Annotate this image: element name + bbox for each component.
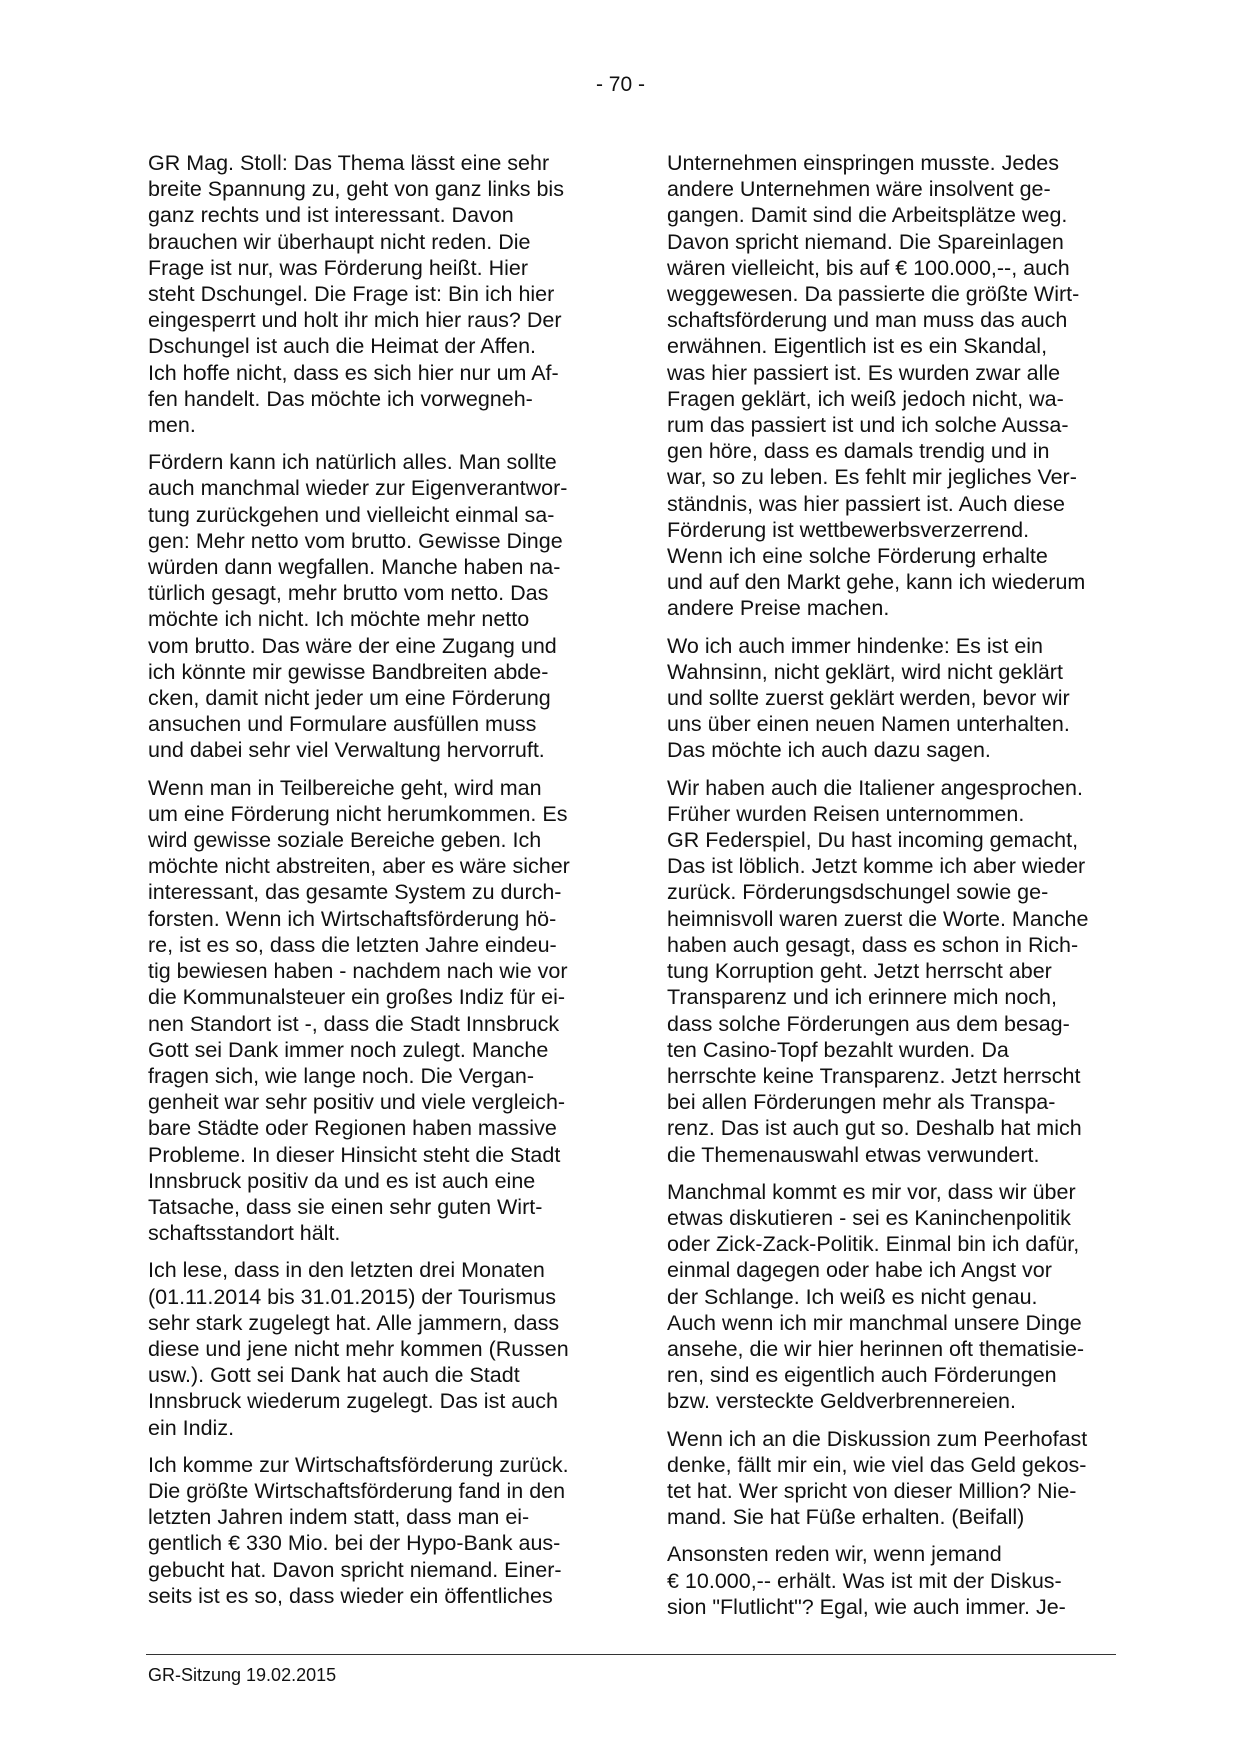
- paragraph: [667, 150, 1119, 622]
- paragraph: [667, 1541, 1119, 1620]
- paragraph: [148, 150, 600, 438]
- text-line: und sollte zuerst geklärt werden, bevor wir: [667, 686, 1070, 711]
- text-line: möchte ich nicht. Ich möchte mehr netto: [148, 607, 530, 632]
- text-line: türlich gesagt, mehr brutto vom netto. Das: [148, 581, 549, 606]
- text-line: möchte nicht abstreiten, aber es wäre sicher: [148, 854, 570, 879]
- text-line: einmal dagegen oder habe ich Angst vor: [667, 1258, 1052, 1283]
- text-line: Fragen geklärt, ich weiß jedoch nicht, wa-: [667, 386, 1064, 411]
- text-line: und dabei sehr viel Verwaltung hervorruft.: [148, 738, 545, 763]
- text-line: eingesperrt und holt ihr mich hier raus? Der: [148, 308, 562, 333]
- text-line: etwas diskutieren - sei es Kaninchenpolitik: [667, 1205, 1071, 1230]
- text-line: um eine Förderung nicht herumkommen. Es: [148, 801, 568, 826]
- text-line: der Schlange. Ich weiß es nicht genau.: [667, 1284, 1038, 1309]
- text-line: Wenn ich eine solche Förderung erhalte: [667, 544, 1048, 569]
- text-line: € 10.000,-- erhält. Was ist mit der Diskus-: [667, 1568, 1062, 1593]
- text-line: genheit war sehr positiv und viele vergleich-: [148, 1090, 566, 1115]
- text-line: sehr stark zugelegt hat. Alle jammern, dass: [148, 1310, 560, 1335]
- text-line: Wenn ich an die Diskussion zum Peerhofast: [667, 1426, 1088, 1451]
- text-line: tung Korruption geht. Jetzt herrscht aber: [667, 959, 1052, 984]
- text-line: Dschungel ist auch die Heimat der Affen.: [148, 334, 537, 359]
- text-line: Ansonsten reden wir, wenn jemand: [667, 1542, 1002, 1567]
- text-line: Ich lese, dass in den letzten drei Monaten: [148, 1258, 545, 1283]
- text-line: Unternehmen einspringen musste. Jedes: [667, 151, 1059, 175]
- text-line: Innsbruck wiederum zugelegt. Das ist auch: [148, 1389, 558, 1414]
- text-line: Auch wenn ich mir manchmal unsere Dinge: [667, 1310, 1082, 1335]
- text-line: cken, damit nicht jeder um eine Förderung: [148, 686, 551, 711]
- paragraph: [148, 1452, 600, 1609]
- text-line: ich könnte mir gewisse Bandbreiten abde-: [148, 659, 549, 684]
- text-line: Früher wurden Reisen unternommen.: [667, 801, 1025, 826]
- text-line: heimnisvoll waren zuerst die Worte. Manche: [667, 906, 1089, 931]
- text-line: wären vielleicht, bis auf € 100.000,--, auch: [667, 255, 1070, 280]
- right-column: [667, 150, 1119, 1631]
- text-line: usw.). Gott sei Dank hat auch die Stadt: [148, 1363, 520, 1388]
- text-line: ansuchen und Formulare ausfüllen muss: [148, 712, 537, 737]
- text-line: ganz rechts und ist interessant. Davon: [148, 203, 514, 228]
- paragraph: [667, 1426, 1119, 1531]
- text-line: diese und jene nicht mehr kommen (Russen: [148, 1336, 569, 1361]
- text-line: breite Spannung zu, geht von ganz links bis: [148, 177, 564, 202]
- text-line: die Kommunalsteuer ein großes Indiz für ei-: [148, 985, 566, 1010]
- text-line: Fördern kann ich natürlich alles. Man sollte: [148, 450, 557, 475]
- text-line: gebucht hat. Davon spricht niemand. Einer-: [148, 1557, 562, 1582]
- text-line: fen handelt. Das möchte ich vorwegneh-: [148, 386, 533, 411]
- text-line: Das ist löblich. Jetzt komme ich aber wieder: [667, 854, 1086, 879]
- text-line: Transparenz und ich erinnere mich noch,: [667, 985, 1057, 1010]
- text-line: tig bewiesen haben - nachdem nach wie vor: [148, 959, 568, 984]
- page-number: - 70 -: [595, 73, 645, 96]
- text-line: die Themenauswahl etwas verwundert.: [667, 1142, 1040, 1167]
- text-line: gen: Mehr netto vom brutto. Gewisse Dinge: [148, 528, 563, 553]
- text-line: Gott sei Dank immer noch zulegt. Manche: [148, 1037, 549, 1062]
- text-line: wird gewisse soziale Bereiche geben. Ich: [148, 828, 542, 853]
- text-line: Wo ich auch immer hindenke: Es ist ein: [667, 633, 1044, 658]
- text-line: würden dann wegfallen. Manche haben na-: [148, 555, 561, 580]
- text-line: renz. Das ist auch gut so. Deshalb hat mich: [667, 1116, 1082, 1141]
- text-line: interessant, das gesamte System zu durch-: [148, 880, 562, 905]
- text-line: bzw. versteckte Geldverbrennereien.: [667, 1389, 1016, 1414]
- footer-divider: [146, 1654, 1116, 1655]
- text-line: bei allen Förderungen mehr als Transpa-: [667, 1090, 1056, 1115]
- text-line: Die größte Wirtschaftsförderung fand in den: [148, 1478, 566, 1503]
- text-line: Innsbruck positiv da und es ist auch eine: [148, 1168, 536, 1193]
- text-line: vom brutto. Das wäre der eine Zugang und: [148, 633, 557, 658]
- paragraph: [148, 775, 600, 1247]
- text-line: denke, fällt mir ein, wie viel das Geld gekos-: [667, 1452, 1087, 1477]
- text-line: brauchen wir überhaupt nicht reden. Die: [148, 229, 531, 254]
- text-line: Das möchte ich auch dazu sagen.: [667, 738, 991, 763]
- text-line: ansehe, die wir hier herinnen oft thematisie-: [667, 1336, 1085, 1361]
- text-line: weggewesen. Da passierte die größte Wirt-: [667, 282, 1080, 307]
- text-line: Davon spricht niemand. Die Spareinlagen: [667, 229, 1064, 254]
- text-line: tung zurückgehen und vielleicht einmal sa-: [148, 502, 555, 527]
- text-line: fragen sich, wie lange noch. Die Vergan-: [148, 1063, 535, 1088]
- paragraph: [667, 633, 1119, 764]
- text-line: herrschte keine Transparenz. Jetzt herrscht: [667, 1063, 1081, 1088]
- paragraph: [148, 1257, 600, 1440]
- text-line: seits ist es so, dass wieder ein öffentliches: [148, 1583, 553, 1608]
- text-line: (01.11.2014 bis 31.01.2015) der Tourismus: [148, 1284, 556, 1309]
- text-line: Wahnsinn, nicht geklärt, wird nicht geklärt: [667, 659, 1063, 684]
- text-line: andere Unternehmen wäre insolvent ge-: [667, 177, 1051, 202]
- text-line: ein Indiz.: [148, 1415, 235, 1440]
- text-line: Wir haben auch die Italiener angesprochen.: [667, 775, 1083, 800]
- paragraph: [148, 449, 600, 763]
- text-line: steht Dschungel. Die Frage ist: Bin ich hier: [148, 282, 555, 307]
- paragraph: [667, 1179, 1119, 1415]
- text-line: re, ist es so, dass die letzten Jahre eindeu-: [148, 932, 557, 957]
- text-line: zurück. Förderungsdschungel sowie ge-: [667, 880, 1049, 905]
- text-line: nen Standort ist -, dass die Stadt Innsbruck: [148, 1011, 560, 1036]
- text-line: men.: [148, 413, 196, 438]
- text-line: GR Mag. Stoll: Das Thema lässt eine sehr: [148, 151, 550, 175]
- text-line: Probleme. In dieser Hinsicht steht die Stadt: [148, 1142, 561, 1167]
- text-line: sion "Flutlicht"? Egal, wie auch immer. Je-: [667, 1594, 1066, 1619]
- text-line: oder Zick-Zack-Politik. Einmal bin ich dafür,: [667, 1232, 1080, 1257]
- text-line: GR Federspiel, Du hast incoming gemacht,: [667, 828, 1079, 853]
- text-line: Ich hoffe nicht, dass es sich hier nur um Af-: [148, 360, 559, 385]
- text-line: gentlich € 330 Mio. bei der Hypo-Bank aus-: [148, 1531, 561, 1556]
- text-line: Frage ist nur, was Förderung heißt. Hier: [148, 255, 528, 280]
- text-line: haben auch gesagt, dass es schon in Rich-: [667, 932, 1079, 957]
- text-line: schaftsstandort hält.: [148, 1221, 341, 1246]
- text-line: Förderung ist wettbewerbsverzerrend.: [667, 517, 1030, 542]
- left-column: [148, 150, 600, 1620]
- text-line: uns über einen neuen Namen unterhalten.: [667, 712, 1070, 737]
- text-line: mand. Sie hat Füße erhalten. (Beifall): [667, 1505, 1025, 1530]
- text-line: ständnis, was hier passiert ist. Auch diese: [667, 491, 1065, 516]
- text-line: erwähnen. Eigentlich ist es ein Skandal,: [667, 334, 1048, 359]
- text-line: ten Casino-Topf bezahlt wurden. Da: [667, 1037, 1009, 1062]
- text-line: rum das passiert ist und ich solche Aussa-: [667, 413, 1069, 438]
- text-line: forsten. Wenn ich Wirtschaftsförderung hö-: [148, 906, 557, 931]
- footer-session-date: GR-Sitzung 19.02.2015: [148, 1665, 337, 1685]
- text-line: und auf den Markt gehe, kann ich wiederum: [667, 570, 1086, 595]
- text-line: dass solche Förderungen aus dem besag-: [667, 1011, 1070, 1036]
- text-line: letzten Jahren indem statt, dass man ei-: [148, 1505, 530, 1530]
- text-line: Manchmal kommt es mir vor, dass wir über: [667, 1179, 1076, 1204]
- text-line: auch manchmal wieder zur Eigenverantwor-: [148, 476, 568, 501]
- text-line: gangen. Damit sind die Arbeitsplätze weg.: [667, 203, 1068, 228]
- text-line: Tatsache, dass sie einen sehr guten Wirt-: [148, 1194, 543, 1219]
- text-line: ren, sind es eigentlich auch Förderungen: [667, 1363, 1057, 1388]
- paragraph: [667, 775, 1119, 1168]
- text-line: schaftsförderung und man muss das auch: [667, 308, 1068, 333]
- text-line: bare Städte oder Regionen haben massive: [148, 1116, 557, 1141]
- text-line: war, so zu leben. Es fehlt mir jegliches Ver-: [667, 465, 1077, 490]
- text-line: andere Preise machen.: [667, 596, 890, 621]
- text-line: tet hat. Wer spricht von dieser Million? Nie-: [667, 1478, 1077, 1503]
- text-line: gen höre, dass es damals trendig und in: [667, 439, 1050, 464]
- text-line: Ich komme zur Wirtschaftsförderung zurück.: [148, 1452, 569, 1477]
- text-line: Wenn man in Teilbereiche geht, wird man: [148, 775, 542, 800]
- text-line: was hier passiert ist. Es wurden zwar alle: [667, 360, 1061, 385]
